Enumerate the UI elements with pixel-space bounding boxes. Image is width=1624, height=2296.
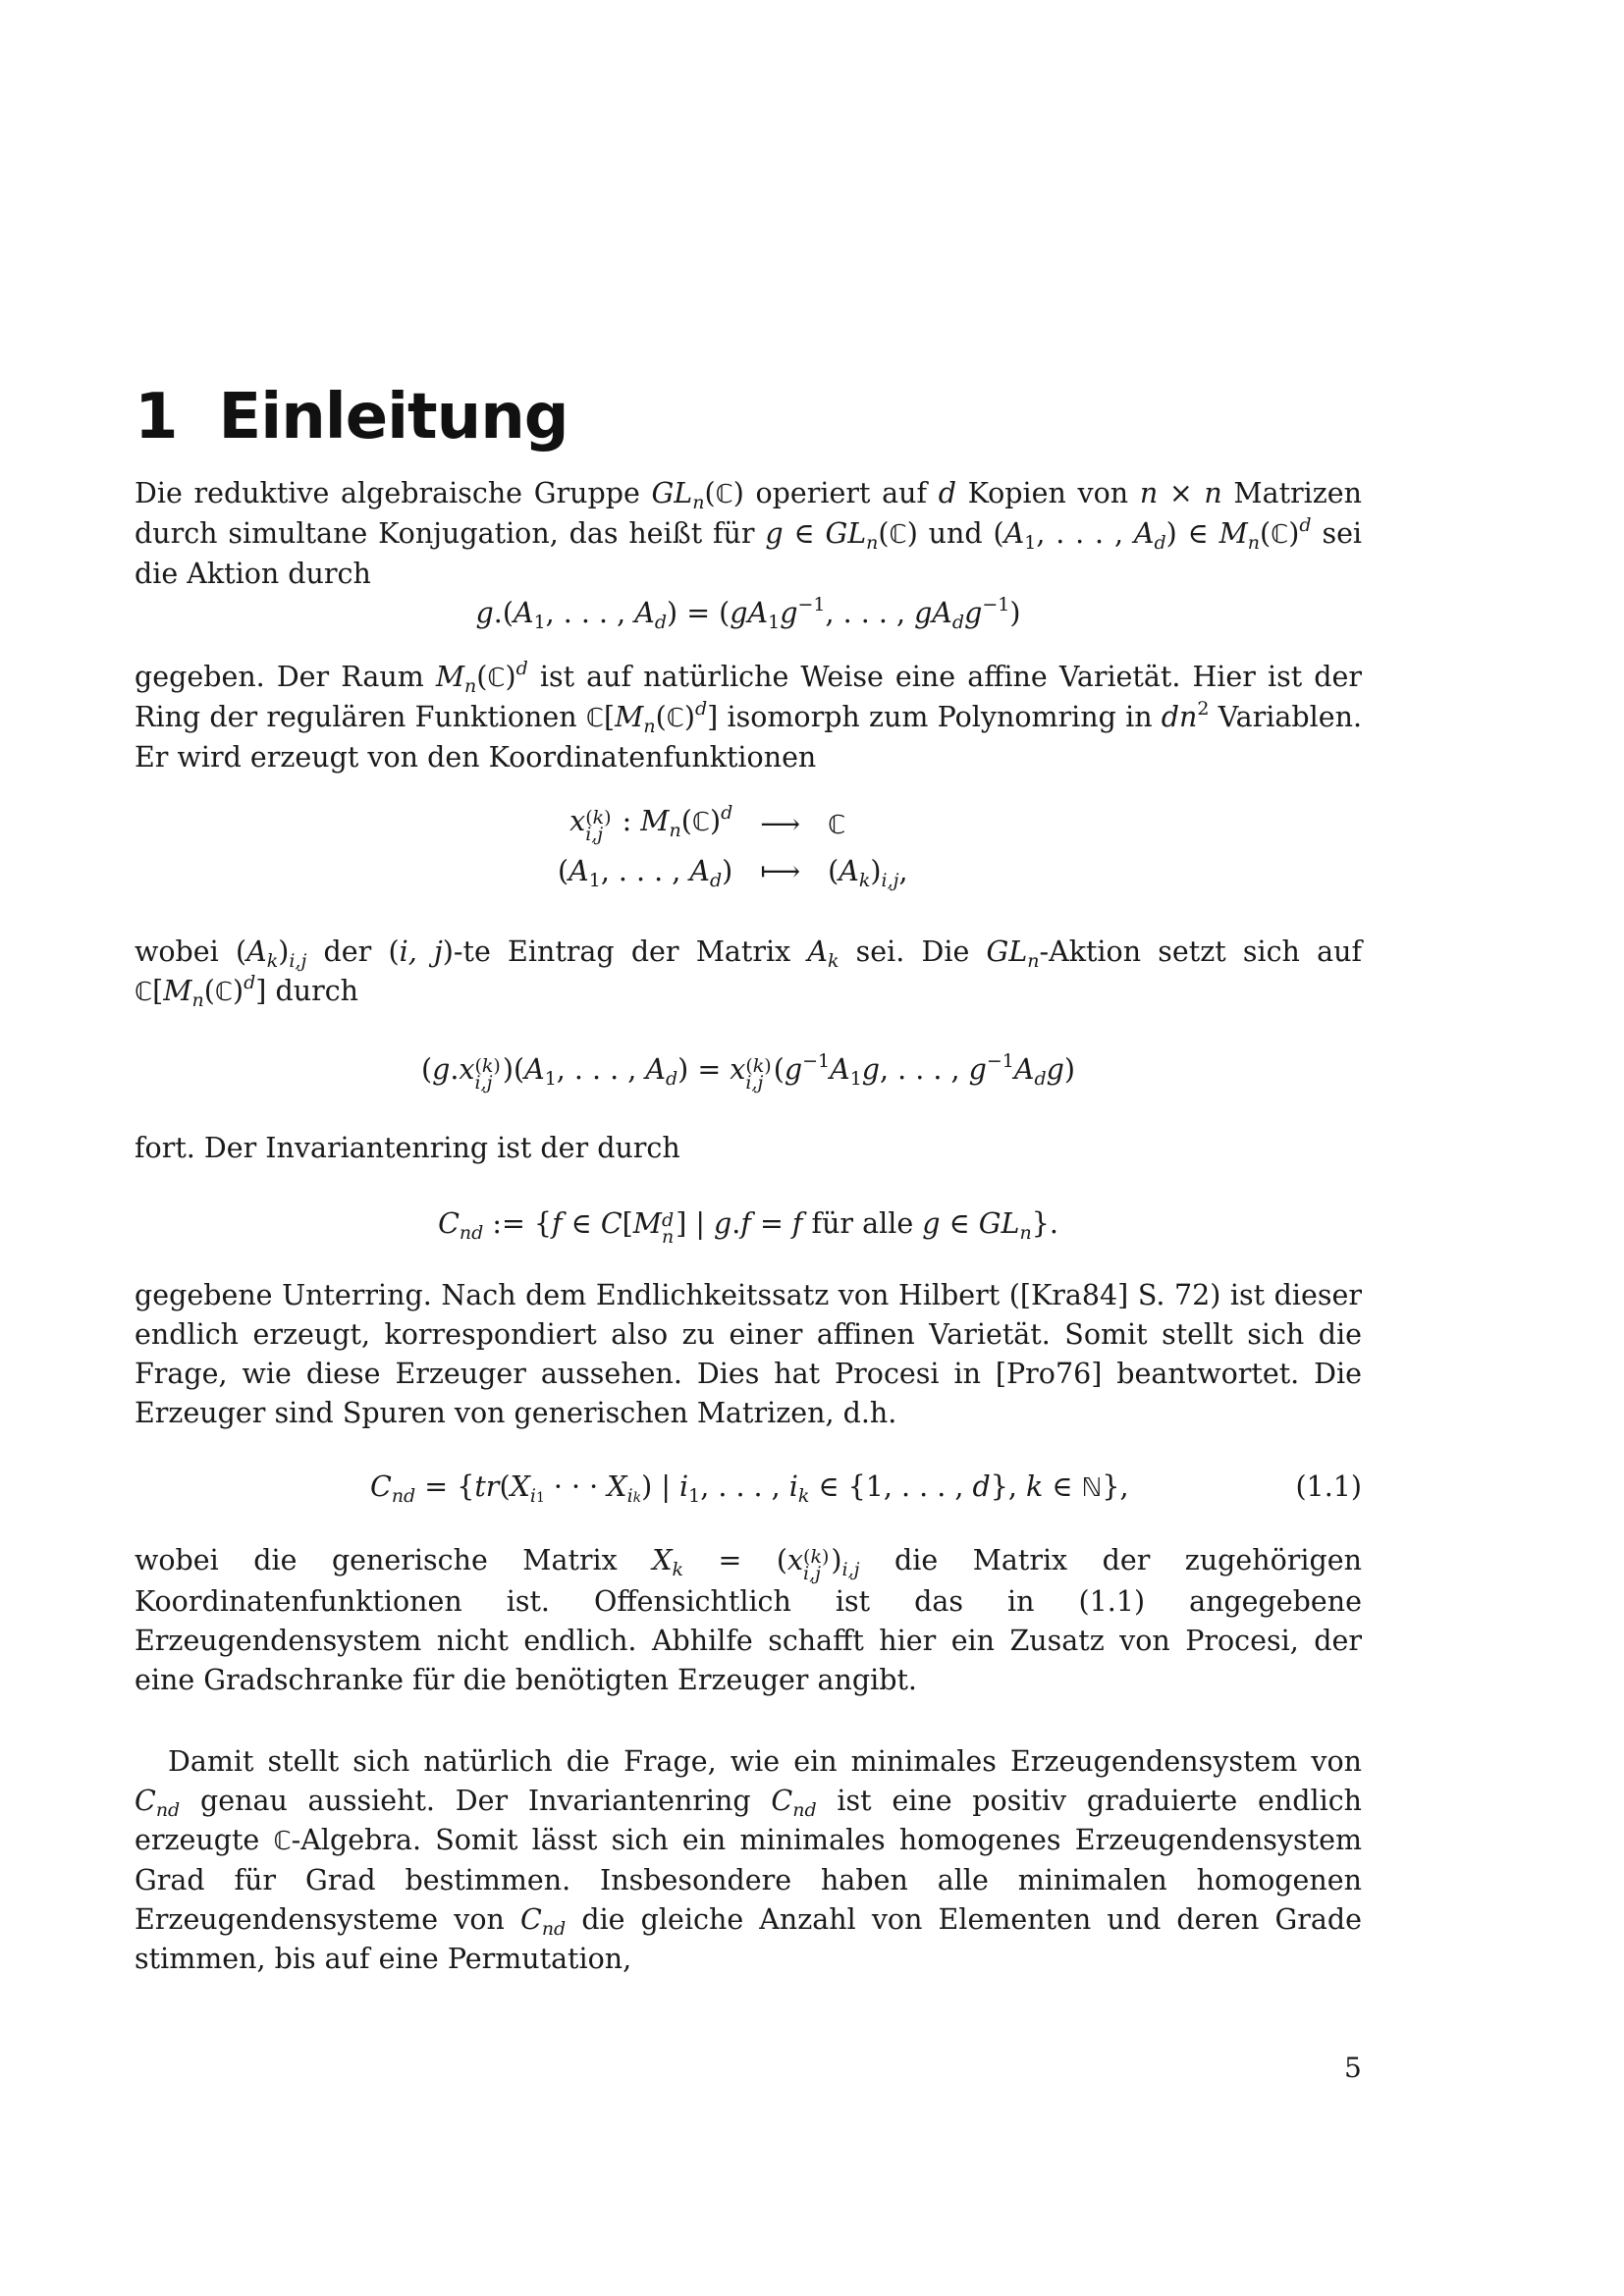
paragraph-generic-matrix: wobei die generische Matrix $X_k = (x$ (k) i,j )$_{i,j}$ die Matrix der zugehörigen Koordinatenfunktionen ist. Offensichtlich ist das in (1.1) angegebene Erzeugendensystem nicht endlich. Abhilfe schafft hier ein Zusatz von Procesi, der eine Gradschranke für die benötigten Erzeuger angibt. <box>135 1544 1362 1696</box>
equation-invariant-ring: $C_{nd}$ := {f ∈ C[M d n ] | g.f = f für alle g ∈ $GL_n$}. <box>438 1207 1058 1248</box>
chapter-heading <box>135 381 568 454</box>
equation-action-extension: (g.x (k) i,j )($A_1$, . . . , $A_d) = x$ (k) i,j ($g^{-1}A_1g$, . . . , $g^{-1}A_dg$) <box>420 1050 1076 1094</box>
paragraph-hilbert: gegebene Unterring. Nach dem Endlichkeitssatz von Hilbert ([Kra84] S. 72) ist dieser endlich erzeugt, korrespondiert also zu einer affinen Varietät. Somit stellt sich die Frage, wie diese Erzeuger aussehen. Dies hat Procesi in [Pro76] beantwortet. Die Erzeuger sind Spuren von generischen Matrizen, d.h. <box>135 1279 1362 1429</box>
paragraph-intro: Die reduktive algebraische Gruppe $GL_n(ℂ)$ operiert auf d Kopien von n × n Matrizen durch simultane Konjugation, das heißt für g ∈ $GL_n(ℂ)$ und ($A_1$, . . . , $A_d$) ∈ $M_n(ℂ)^d$ sei die Aktion durch <box>135 477 1363 590</box>
equation-generators: $C_{nd} = \{tr(X_{i1}$ · · · $X_{ik}$) | $i_1$, . . . , $i_k$ ∈ {1, . . . , d}, k ∈ ℕ}, <box>370 1470 1129 1507</box>
equation-number: (1.1) <box>1295 1470 1362 1503</box>
chapter-title: Einleitung <box>218 380 568 454</box>
paragraph-ring: gegeben. Der Raum $M_n(ℂ)^d$ ist auf natürliche Weise eine affine Varietät. Hier ist der Ring der regulären Funktionen $ℂ[M_n(ℂ)^d]$ isomorph zum Polynomring in $dn^2$ Variablen. Er wird erzeugt von den Koordinatenfunktionen <box>135 658 1363 774</box>
equation-action: $g.(A_1$, . . . , $A_d) = (gA_1g^{-1}$, . . . , $gA_dg^{-1}$) <box>475 594 1021 633</box>
paragraph-entry: wobei $(A_k)_{i,j}$ der (i, j)-te Eintrag der Matrix $A_k$ sei. Die $GL_n$-Aktion setzt sich auf $ℂ[M_n(ℂ)^d]$ durch <box>135 935 1362 1011</box>
page-number: 5 <box>1344 2052 1362 2084</box>
chapter-number: 1 <box>135 380 178 454</box>
paragraph-invariant-intro: fort. Der Invariantenring ist der durch <box>135 1132 680 1164</box>
paragraph-minimal-system: Damit stellt sich natürlich die Frage, wie ein minimales Erzeugendensystem von $C_{nd}$ genau aussieht. Der Invariantenring $C_{nd}$ ist eine positiv graduierte endlich erzeugte ℂ-Algebra. Somit lässt sich ein minimales homogenes Erzeugendensystem Grad für Grad bestimmen. Insbesondere haben alle minimalen homogenen Erzeugendensysteme von $C_{nd}$ die gleiche Anzahl von Elementen und deren Grade stimmen, bis auf eine Permutation, <box>135 1745 1363 1975</box>
coordinate-function-map: x (k) i,j : $M_n(ℂ)^d$ ⟶ ℂ ($A_1$, . . . , $A_d$) ⟼ $(A_k)_{i,j}$, <box>558 801 908 891</box>
